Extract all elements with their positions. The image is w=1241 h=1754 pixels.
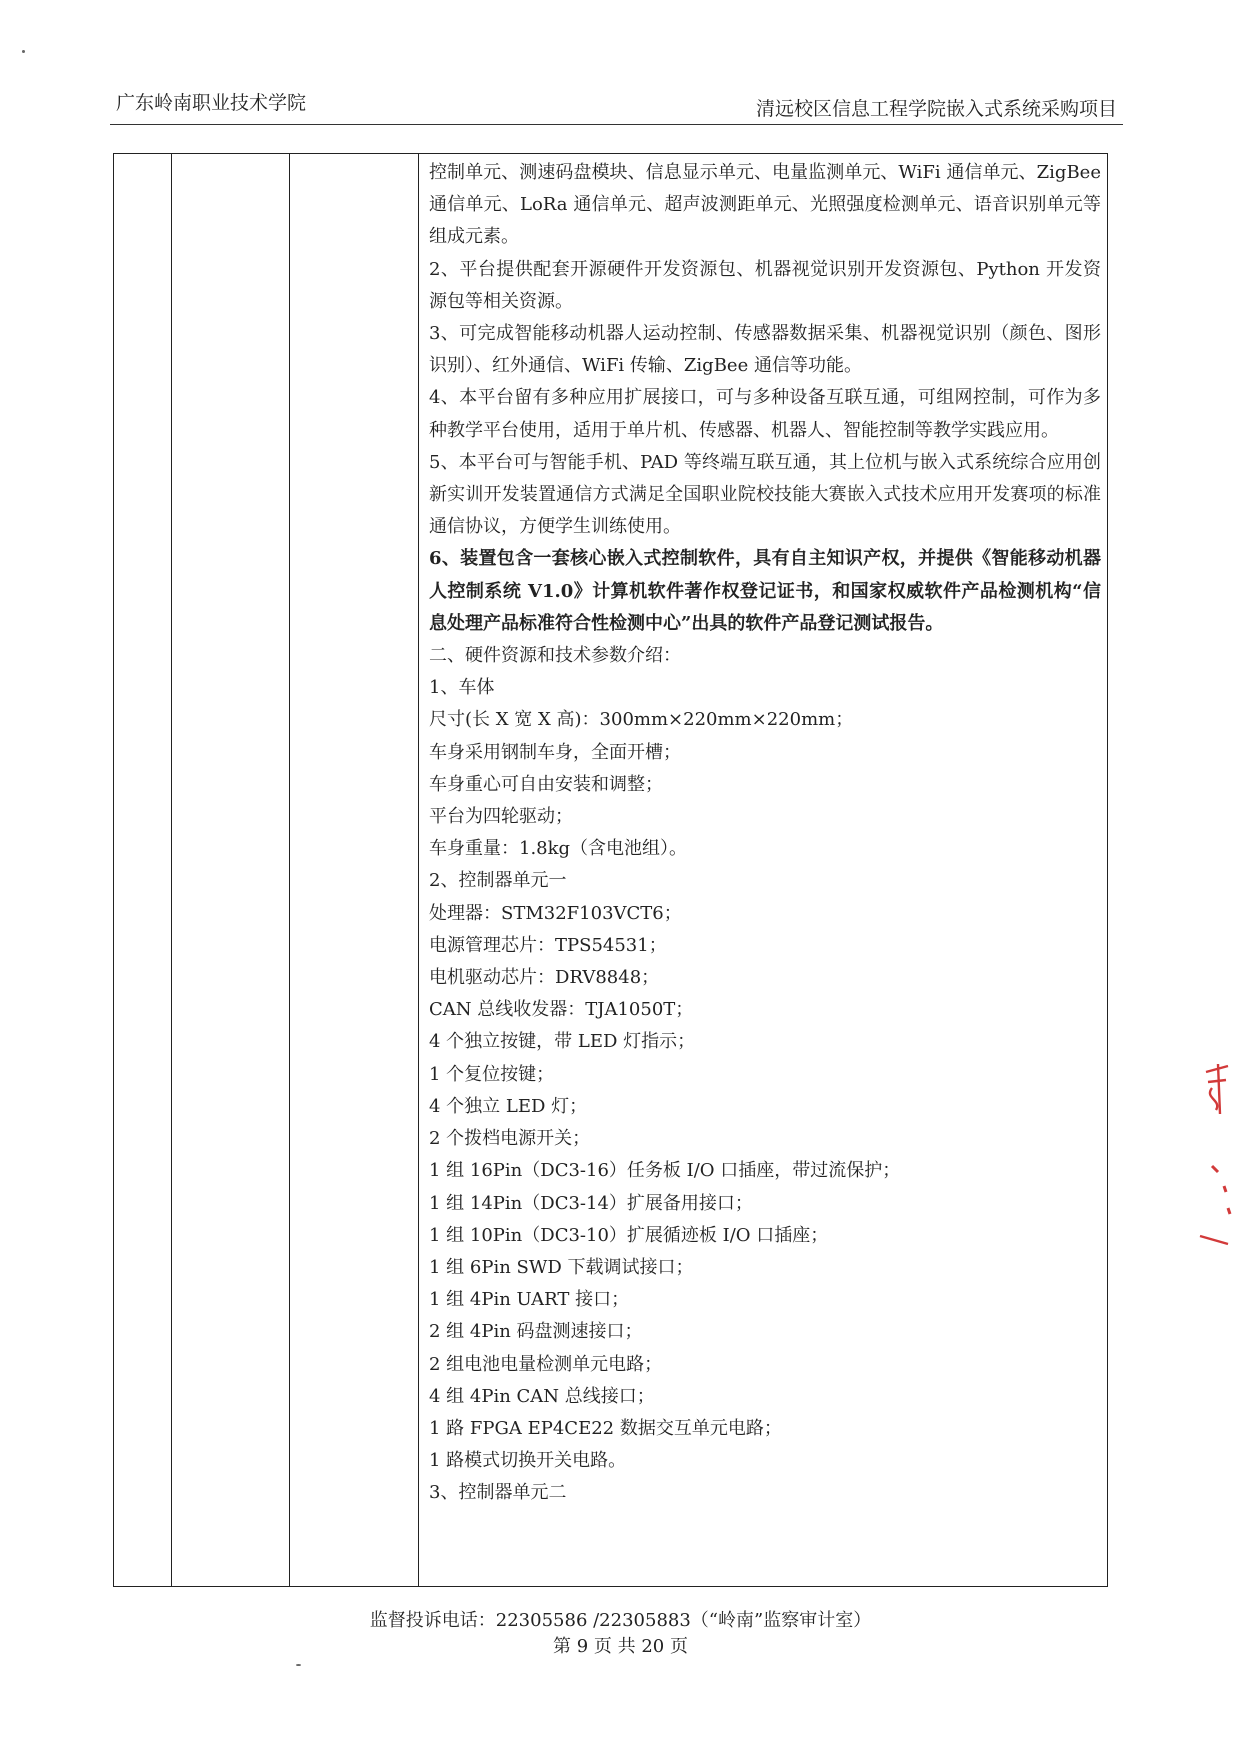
spec-paragraph: 平台为四轮驱动； xyxy=(429,806,573,828)
spec-paragraph: 2 组 4Pin 码盘测速接口； xyxy=(429,1321,643,1343)
spec-paragraph: 5、本平台可与智能手机、PAD 等终端互联互通，其上位机与嵌入式系统综合应用创新实训开发装置通信方式满足全国职业院校技能大赛嵌入式技术应用开发赛项的标准通信协议，方便学生训练使用。 xyxy=(429,451,1101,538)
spec-paragraph: 电机驱动芯片：DRV8848； xyxy=(429,967,660,989)
spec-paragraph: 车身采用钢制车身，全面开槽； xyxy=(429,741,681,763)
spec-paragraph: 电源管理芯片：TPS54531； xyxy=(429,934,667,956)
spec-paragraph: 3、可完成智能移动机器人运动控制、传感器数据采集、机器视觉识别（颜色、图形识别）、红外通信、WiFi 传输、ZigBee 通信等功能。 xyxy=(429,323,1101,377)
spec-paragraph: 2、平台提供配套开源硬件开发资源包、机器视觉识别开发资源包、Python 开发资源包等相关资源。 xyxy=(429,258,1101,312)
scan-speck xyxy=(296,1664,301,1666)
spec-paragraph: 4、本平台留有多种应用扩展接口，可与多种设备互联互通，可组网控制，可作为多种教学平台使用，适用于单片机、传感器、机器人、智能控制等教学实践应用。 xyxy=(429,387,1101,441)
spec-paragraph: 2 个拨档电源开关； xyxy=(429,1128,591,1150)
spec-paragraph: 6、装置包含一套核心嵌入式控制软件，具有自主知识产权，并提供《智能移动机器人控制系统 V1.0》计算机软件著作权登记证书，和国家权威软件产品检测机构“信息处理产品标准符合性检测中心”出具的软件产品登记测试报告。 xyxy=(429,548,1101,634)
red-stamp-fragment xyxy=(1198,1058,1234,1248)
table-column-divider xyxy=(171,153,172,1587)
spec-paragraph: 尺寸(长 X 宽 X 高)：300mm×220mm×220mm； xyxy=(429,709,854,731)
footer-page-number: 第 9 页 共 20 页 xyxy=(553,1636,688,1657)
spec-cell-content xyxy=(429,157,1101,1510)
spec-paragraph: 4 个独立 LED 灯； xyxy=(429,1095,588,1117)
table-column-divider xyxy=(418,153,419,1587)
spec-paragraph: 车身重心可自由安装和调整； xyxy=(429,773,663,795)
spec-paragraph: 1 组 16Pin（DC3-16）任务板 I/O 口插座，带过流保护； xyxy=(429,1160,901,1182)
spec-paragraph: 4 个独立按键，带 LED 灯指示； xyxy=(429,1031,696,1053)
page-header xyxy=(110,84,1123,120)
spec-paragraph: 控制单元、测速码盘模块、信息显示单元、电量监测单元、WiFi 通信单元、ZigBee 通信单元、LoRa 通信单元、超声波测距单元、光照强度检测单元、语音识别单元等组成元素。 xyxy=(429,162,1101,248)
spec-paragraph: 1、车体 xyxy=(429,677,495,699)
footer-contact: 监督投诉电话：22305586 /22305883（“岭南”监察审计室） xyxy=(369,1610,872,1631)
spec-paragraph: 车身重量：1.8kg（含电池组）。 xyxy=(429,838,688,860)
spec-paragraph: 1 个复位按键； xyxy=(429,1063,555,1085)
header-rule xyxy=(110,124,1123,125)
spec-paragraph: CAN 总线收发器：TJA1050T； xyxy=(429,999,694,1021)
spec-paragraph: 1 路 FPGA EP4CE22 数据交互单元电路； xyxy=(429,1417,782,1439)
spec-paragraph: 2 组电池电量检测单元电路； xyxy=(429,1353,663,1375)
project-title: 清远校区信息工程学院嵌入式系统采购项目 xyxy=(755,98,1117,120)
spec-paragraph: 二、硬件资源和技术参数介绍： xyxy=(429,645,681,667)
school-name: 广东岭南职业技术学院 xyxy=(116,92,307,114)
spec-paragraph: 1 组 4Pin UART 接口； xyxy=(429,1289,630,1311)
spec-paragraph: 1 组 10Pin（DC3-10）扩展循迹板 I/O 口插座； xyxy=(429,1224,829,1246)
scan-speck xyxy=(22,50,25,53)
spec-paragraph: 处理器：STM32F103VCT6； xyxy=(429,902,682,924)
spec-paragraph: 4 组 4Pin CAN 总线接口； xyxy=(429,1385,655,1407)
spec-paragraph: 1 组 6Pin SWD 下载调试接口； xyxy=(429,1256,694,1278)
spec-paragraph: 3、控制器单元二 xyxy=(429,1482,567,1504)
table-column-divider xyxy=(289,153,290,1587)
spec-paragraph: 1 路模式切换开关电路。 xyxy=(429,1450,627,1472)
spec-paragraph: 1 组 14Pin（DC3-14）扩展备用接口； xyxy=(429,1192,753,1214)
spec-paragraph: 2、控制器单元一 xyxy=(429,870,567,892)
